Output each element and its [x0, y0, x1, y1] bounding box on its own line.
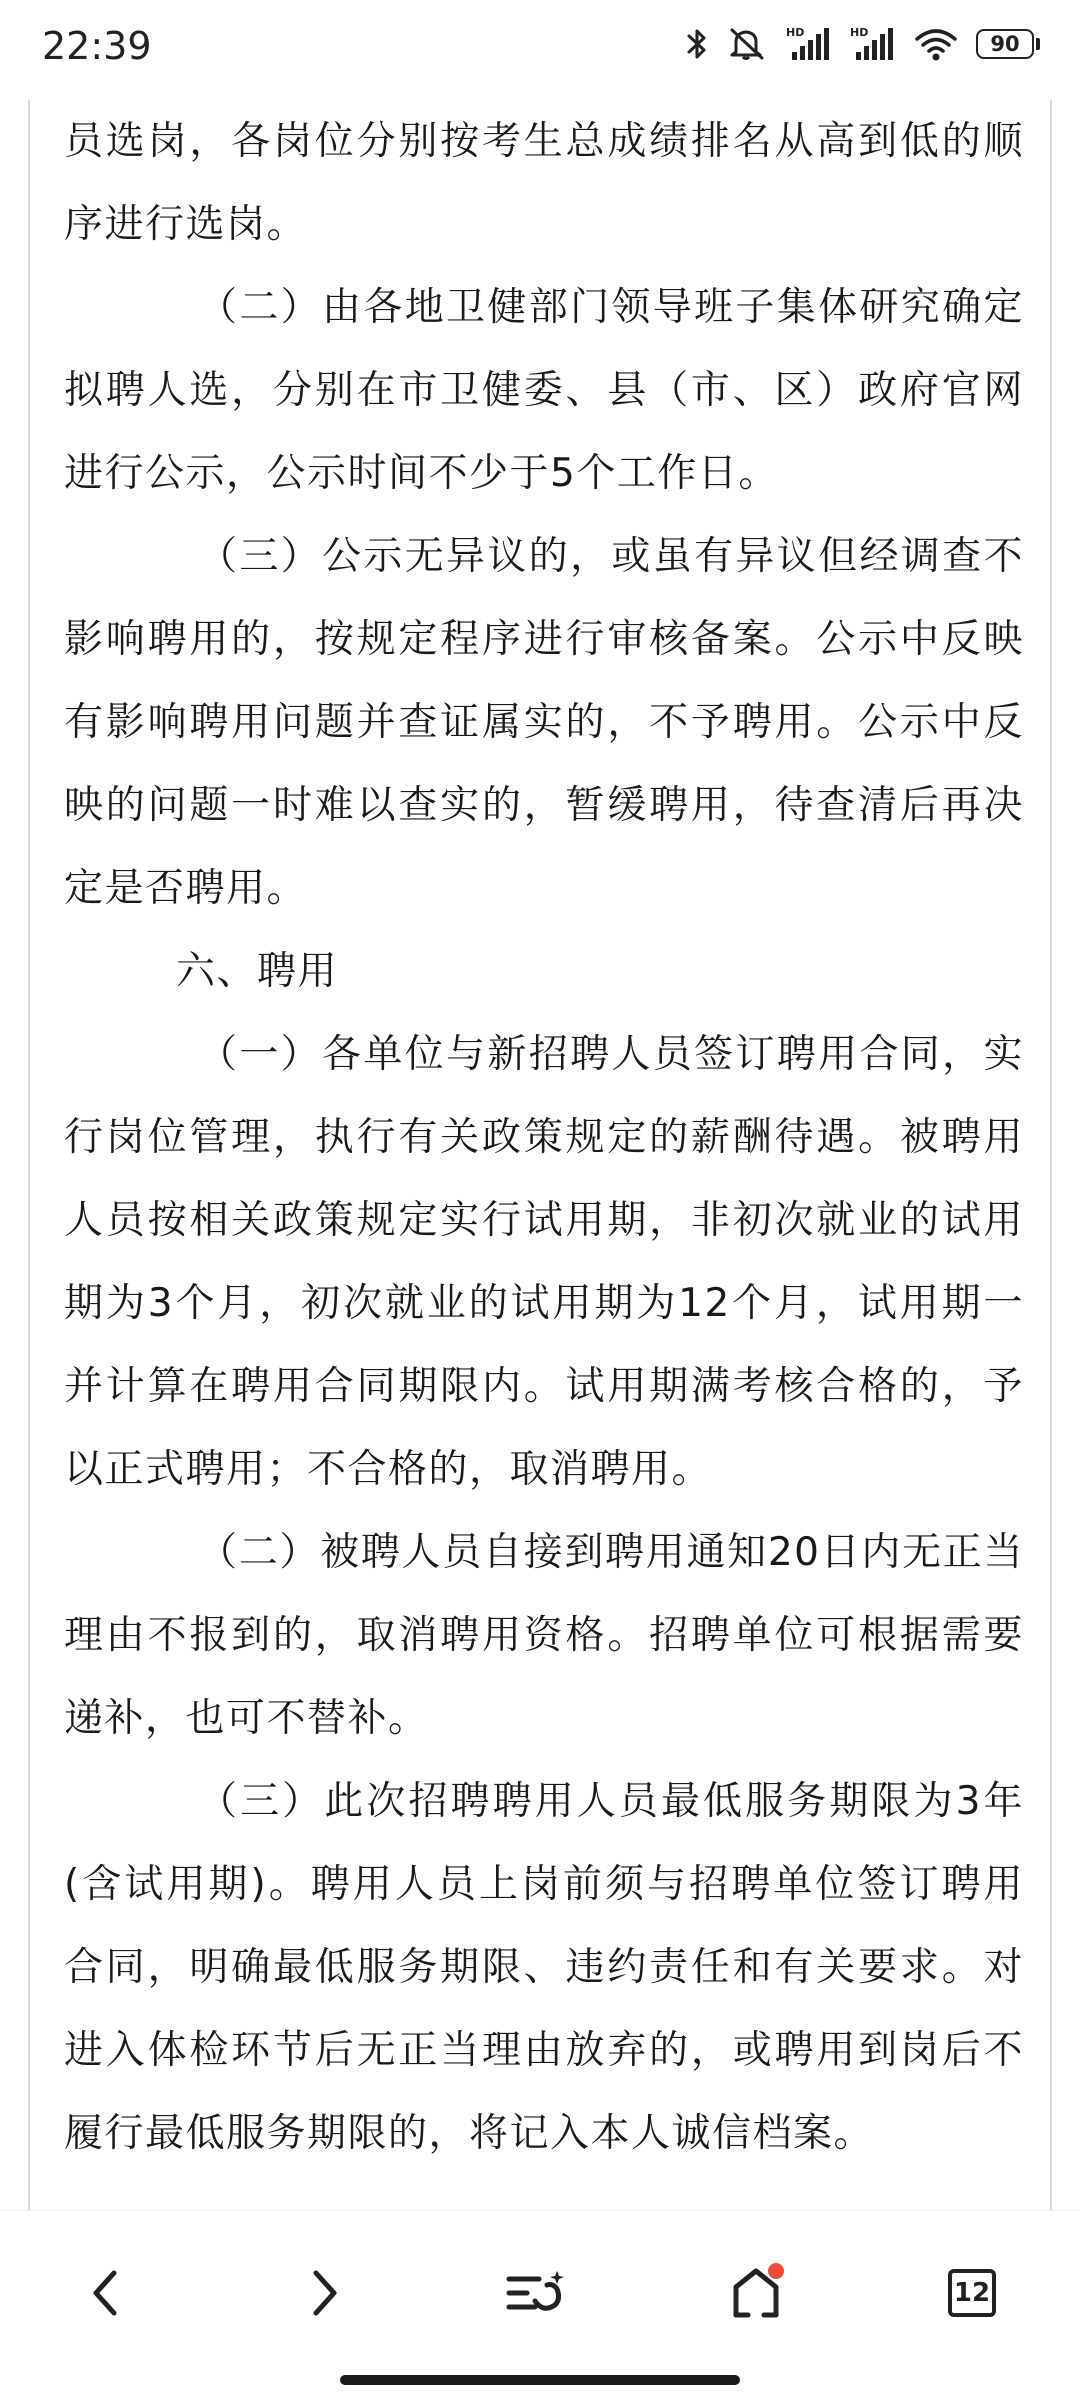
- gesture-bar[interactable]: [340, 2375, 740, 2385]
- back-button[interactable]: [70, 2257, 142, 2329]
- bottom-navigation-bar: [0, 2210, 1080, 2402]
- status-bar: [0, 0, 1080, 100]
- home-button[interactable]: [720, 2257, 792, 2329]
- tabs-icon: 12: [948, 2269, 996, 2317]
- forward-button[interactable]: [288, 2257, 360, 2329]
- document-viewer[interactable]: [28, 100, 1052, 2210]
- document-body: [64, 100, 1024, 2175]
- back-icon: [86, 2267, 126, 2319]
- svg-text:HD: HD: [786, 26, 805, 39]
- battery-icon: [976, 29, 1040, 59]
- menu-button[interactable]: [502, 2257, 574, 2329]
- signal-hd-2-icon: [850, 26, 896, 62]
- wifi-icon: [914, 26, 958, 62]
- status-icons: [684, 26, 1040, 62]
- status-time: 22:39: [42, 24, 152, 68]
- paragraph: （一）各单位与新招聘人员签订聘用合同，实行岗位管理，执行有关政策规定的薪酬待遇。被聘用人员按相关政策规定实行试用期，非初次就业的试用期为3个月，初次就业的试用期为12个月，试用期一并计算在聘用合同期限内。试用期满考核合格的，予以正式聘用；不合格的，取消聘用。: [64, 1032, 1024, 1492]
- mute-icon: [728, 26, 768, 62]
- paragraph: （二）由各地卫健部门领导班子集体研究确定拟聘人选，分别在市卫健委、县（市、区）政府官网进行公示，公示时间不少于5个工作日。: [64, 285, 1024, 496]
- tabs-button[interactable]: [936, 2257, 1008, 2329]
- svg-text:HD: HD: [850, 26, 869, 39]
- notification-dot: [768, 2263, 784, 2279]
- signal-hd-1-icon: [786, 26, 832, 62]
- paragraph: （二）被聘人员自接到聘用通知20日内无正当理由不报到的，取消聘用资格。招聘单位可根据需要递补，也可不替补。: [64, 1530, 1024, 1741]
- section-heading: 六、聘用: [176, 949, 339, 994]
- paragraph: （三）此次招聘聘用人员最低服务期限为3年(含试用期)。聘用人员上岗前须与招聘单位签订聘用合同，明确最低服务期限、违约责任和有关要求。对进入体检环节后无正当理由放弃的，或聘用到岗后不履行最低服务期限的，将记入本人诚信档案。: [64, 1779, 1024, 2156]
- menu-icon: [505, 2265, 571, 2321]
- bluetooth-icon: [684, 26, 710, 62]
- battery-level: 90: [976, 29, 1034, 59]
- paragraph: 员选岗，各岗位分别按考生总成绩排名从高到低的顺序进行选岗。: [64, 119, 1024, 247]
- forward-icon: [304, 2267, 344, 2319]
- paragraph: （三）公示无异议的，或虽有异议但经调查不影响聘用的，按规定程序进行审核备案。公示中反映有影响聘用问题并查证属实的，不予聘用。公示中反映的问题一时难以查实的，暂缓聘用，待查清后再决定是否聘用。: [64, 534, 1024, 911]
